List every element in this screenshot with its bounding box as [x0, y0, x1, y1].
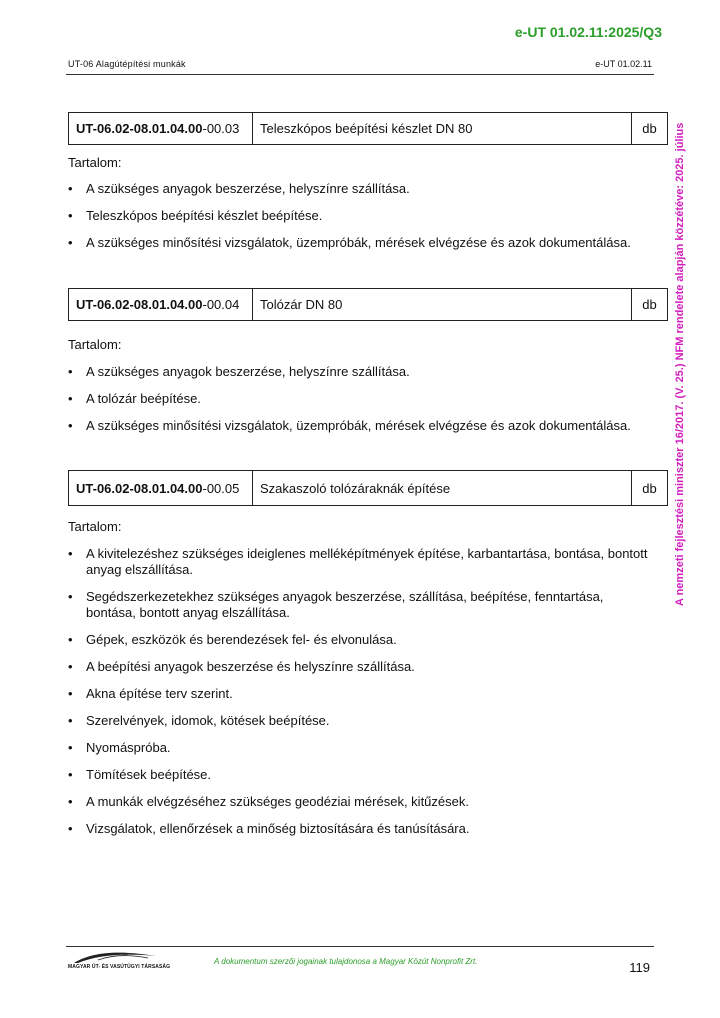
list-item: • A kivitelezéshez szükséges ideiglenes melléképítmények építése, karbantartása, bontása, bontott anyag elszállítása.: [68, 546, 648, 578]
item-description: Teleszkópos beépítési készlet DN 80: [260, 121, 473, 136]
logo-swoosh-icon: [68, 950, 160, 964]
content-list-3: [68, 546, 648, 848]
list-item: • A szükséges anyagok beszerzése, helyszínre szállítása.: [68, 364, 648, 380]
list-item: • Nyomáspróba.: [68, 740, 648, 756]
item-code-suffix: -00.04: [202, 297, 240, 312]
list-item: • A munkák elvégzéséhez szükséges geodéziai mérések, kitűzések.: [68, 794, 648, 810]
document-code: e-UT 01.02.11:2025/Q3: [514, 24, 662, 40]
list-item: • Szerelvények, idomok, kötések beépítése.: [68, 713, 648, 729]
side-publication-note: A nemzeti fejlesztési miniszter 16/2017. (V. 25.) NFM rendelete alapján közzétéve: 2025. július: [674, 122, 686, 606]
item-table-2: [68, 288, 668, 321]
item-table-1: [68, 112, 668, 145]
copyright-notice: A dokumentum szerzői jogainak tulajdonosa a Magyar Közút Nonprofit Zrt.: [214, 957, 478, 966]
item-code-main: UT-06.02-08.01.04.00: [76, 297, 203, 312]
item-description: Tolózár DN 80: [260, 297, 343, 312]
logo-text: MAGYAR ÚT- ÉS VASÚTÜGYI TÁRSASÁG: [68, 964, 171, 970]
society-logo: [68, 950, 171, 972]
list-item: • Tömítések beépítése.: [68, 767, 648, 783]
section-title: UT-06 Alagútépítési munkák: [68, 59, 186, 69]
list-item: • A tolózár beépítése.: [68, 391, 648, 407]
section-code: e-UT 01.02.11: [595, 59, 652, 69]
item-code: [69, 289, 253, 320]
list-item: • Gépek, eszközök és berendezések fel- és elvonulása.: [68, 632, 648, 648]
list-item: • A beépítési anyagok beszerzése és helyszínre szállítása.: [68, 659, 648, 675]
content-label: Tartalom:: [68, 155, 122, 170]
page-header: [66, 56, 654, 75]
content-label: Tartalom:: [68, 519, 122, 534]
footer-divider: [66, 946, 654, 947]
item-table-3: [68, 470, 668, 506]
item-code-suffix: -00.03: [202, 121, 240, 136]
item-code-main: UT-06.02-08.01.04.00: [76, 480, 203, 496]
item-code: [69, 471, 253, 505]
list-item: • Vizsgálatok, ellenőrzések a minőség biztosítására és tanúsítására.: [68, 821, 648, 837]
item-unit: db: [631, 471, 667, 505]
item-code-main: UT-06.02-08.01.04.00: [76, 121, 203, 136]
list-item: • Teleszkópos beépítési készlet beépítése.: [68, 208, 648, 224]
list-item: • A szükséges minősítési vizsgálatok, üzempróbák, mérések elvégzése és azok dokumentálása.: [68, 418, 648, 434]
item-code: [69, 113, 253, 144]
content-label: Tartalom:: [68, 337, 122, 352]
content-list-1: [68, 181, 648, 262]
list-item: • A szükséges anyagok beszerzése, helyszínre szállítása.: [68, 181, 648, 197]
content-list-2: [68, 364, 648, 445]
list-item: • Segédszerkezetekhez szükséges anyagok beszerzése, szállítása, beépítése, fenntartása, bontása, bontott anyag elszállítása.: [68, 589, 648, 621]
list-item: • Akna építése terv szerint.: [68, 686, 648, 702]
item-description: Szakaszoló tolózáraknák építése: [260, 480, 451, 496]
page-number: 119: [629, 960, 650, 975]
item-unit: db: [631, 113, 667, 144]
item-code-suffix: -00.05: [202, 480, 240, 496]
item-unit: db: [631, 289, 667, 320]
list-item: • A szükséges minősítési vizsgálatok, üzempróbák, mérések elvégzése és azok dokumentálása.: [68, 235, 648, 251]
